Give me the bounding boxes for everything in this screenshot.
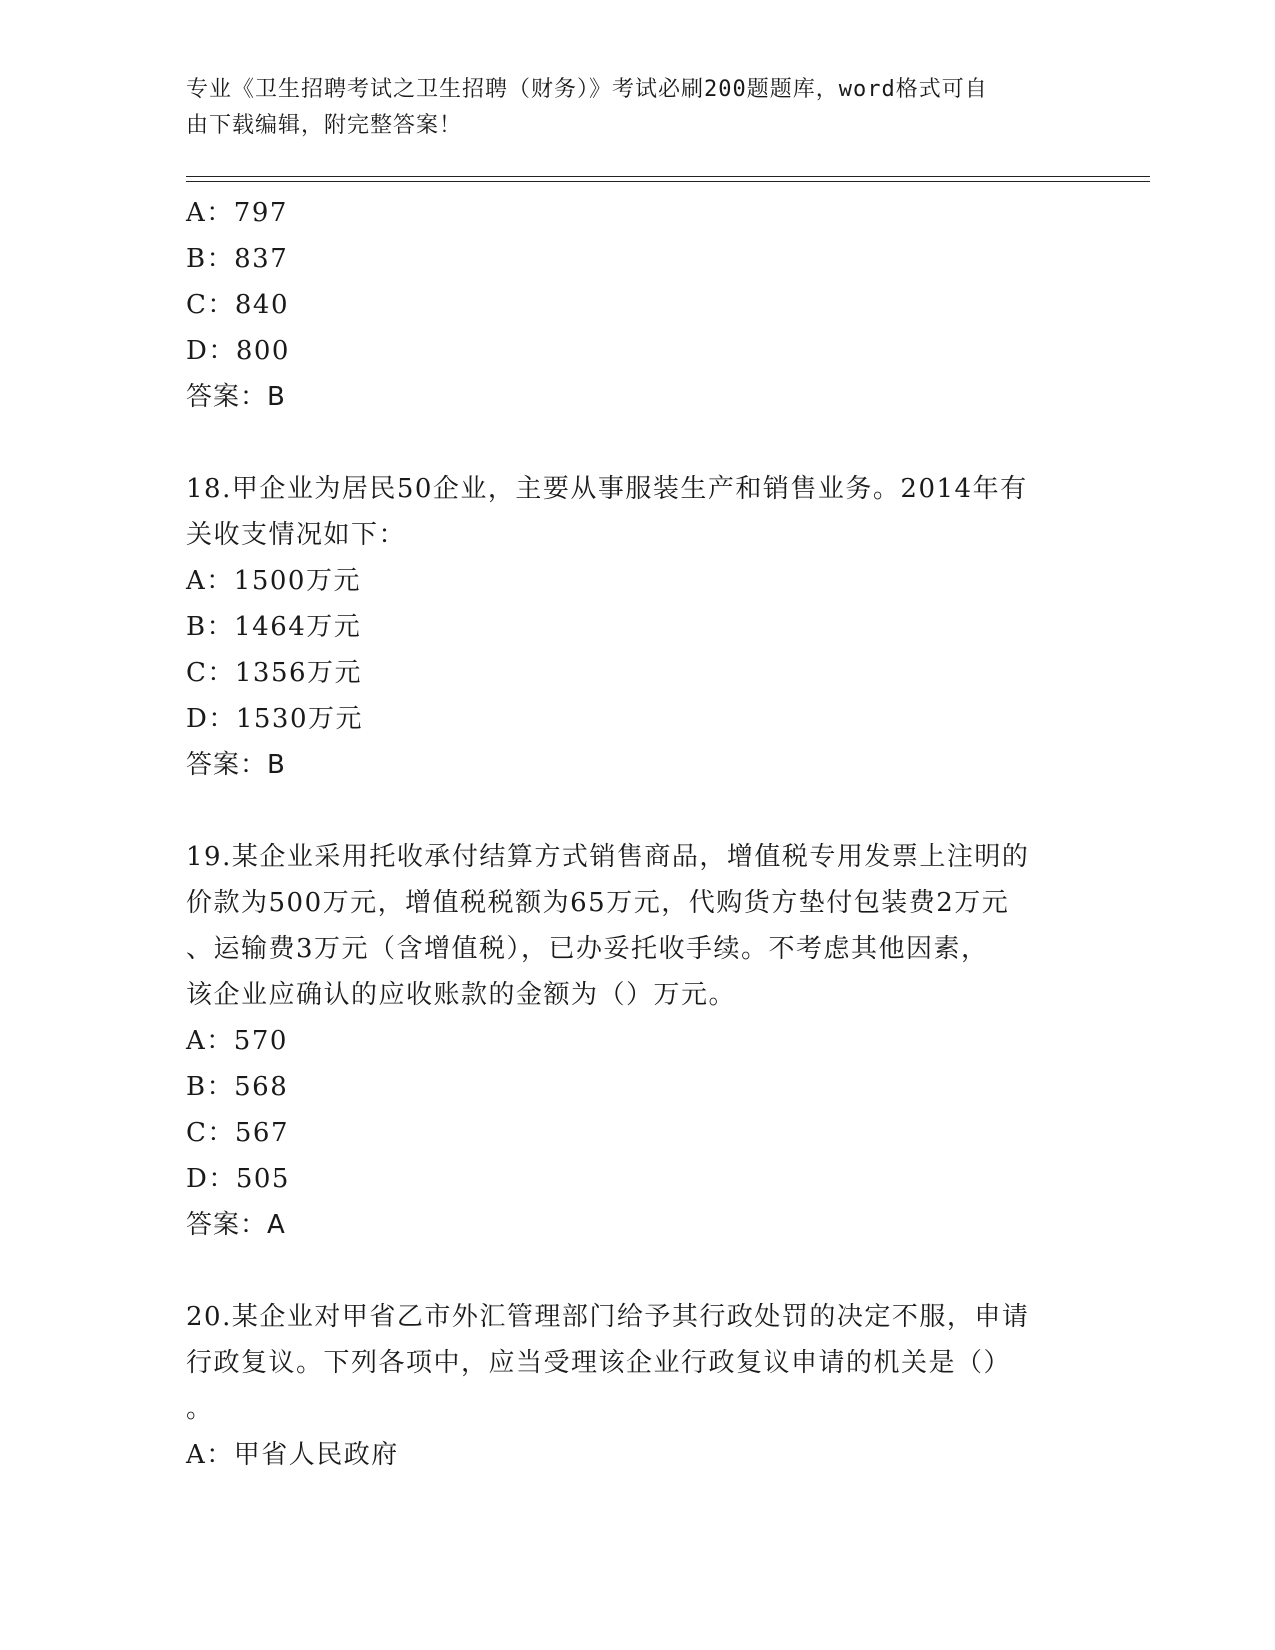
document-header bbox=[186, 72, 1066, 144]
option-a: A：甲省人民政府 bbox=[186, 1440, 399, 1470]
option-c: C：840 bbox=[186, 290, 290, 320]
option-d: D：800 bbox=[186, 336, 290, 366]
option-c: C：1356万元 bbox=[186, 658, 363, 688]
question-20 bbox=[186, 1294, 1076, 1478]
header-divider-top bbox=[186, 176, 1150, 177]
question-stem-line: 关收支情况如下： bbox=[186, 520, 407, 550]
answer: 答案：A bbox=[186, 1210, 286, 1240]
spacer bbox=[186, 1248, 1076, 1294]
question-stem-line: 该企业应确认的应收账款的金额为（）万元。 bbox=[186, 980, 737, 1010]
option-d: D：1530万元 bbox=[186, 704, 364, 734]
question-17 bbox=[186, 190, 1076, 420]
question-list bbox=[186, 190, 1076, 1478]
question-19 bbox=[186, 834, 1076, 1248]
question-18 bbox=[186, 466, 1076, 788]
spacer bbox=[186, 788, 1076, 834]
option-a: A：797 bbox=[186, 198, 288, 228]
question-stem-line: 18.甲企业为居民50企业，主要从事服装生产和销售业务。2014年有 bbox=[186, 474, 1028, 504]
header-divider-bottom bbox=[186, 181, 1150, 182]
question-stem-line: 行政复议。下列各项中，应当受理该企业行政复议申请的机关是（） bbox=[186, 1348, 1012, 1378]
option-c: C：567 bbox=[186, 1118, 290, 1148]
question-stem-line: 价款为500万元，增值税税额为65万元，代购货方垫付包装费2万元 bbox=[186, 888, 1010, 918]
option-a: A：1500万元 bbox=[186, 566, 361, 596]
header-line-2: 由下载编辑，附完整答案！ bbox=[186, 113, 463, 138]
option-d: D：505 bbox=[186, 1164, 290, 1194]
spacer bbox=[186, 420, 1076, 466]
answer: 答案：B bbox=[186, 750, 286, 780]
option-a: A：570 bbox=[186, 1026, 288, 1056]
option-b: B：568 bbox=[186, 1072, 289, 1102]
question-stem-line: 、运输费3万元（含增值税），已办妥托收手续。不考虑其他因素， bbox=[186, 934, 989, 964]
option-b: B：1464万元 bbox=[186, 612, 362, 642]
header-line-1: 专业《卫生招聘考试之卫生招聘（财务）》考试必刷200题题库，word格式可自 bbox=[186, 77, 988, 102]
question-stem-line: 19.某企业采用托收承付结算方式销售商品，增值税专用发票上注明的 bbox=[186, 842, 1030, 872]
answer: 答案：B bbox=[186, 382, 286, 412]
question-stem-line: 20.某企业对甲省乙市外汇管理部门给予其行政处罚的决定不服，申请 bbox=[186, 1302, 1030, 1332]
question-stem-line: 。 bbox=[186, 1394, 214, 1424]
option-b: B：837 bbox=[186, 244, 289, 274]
